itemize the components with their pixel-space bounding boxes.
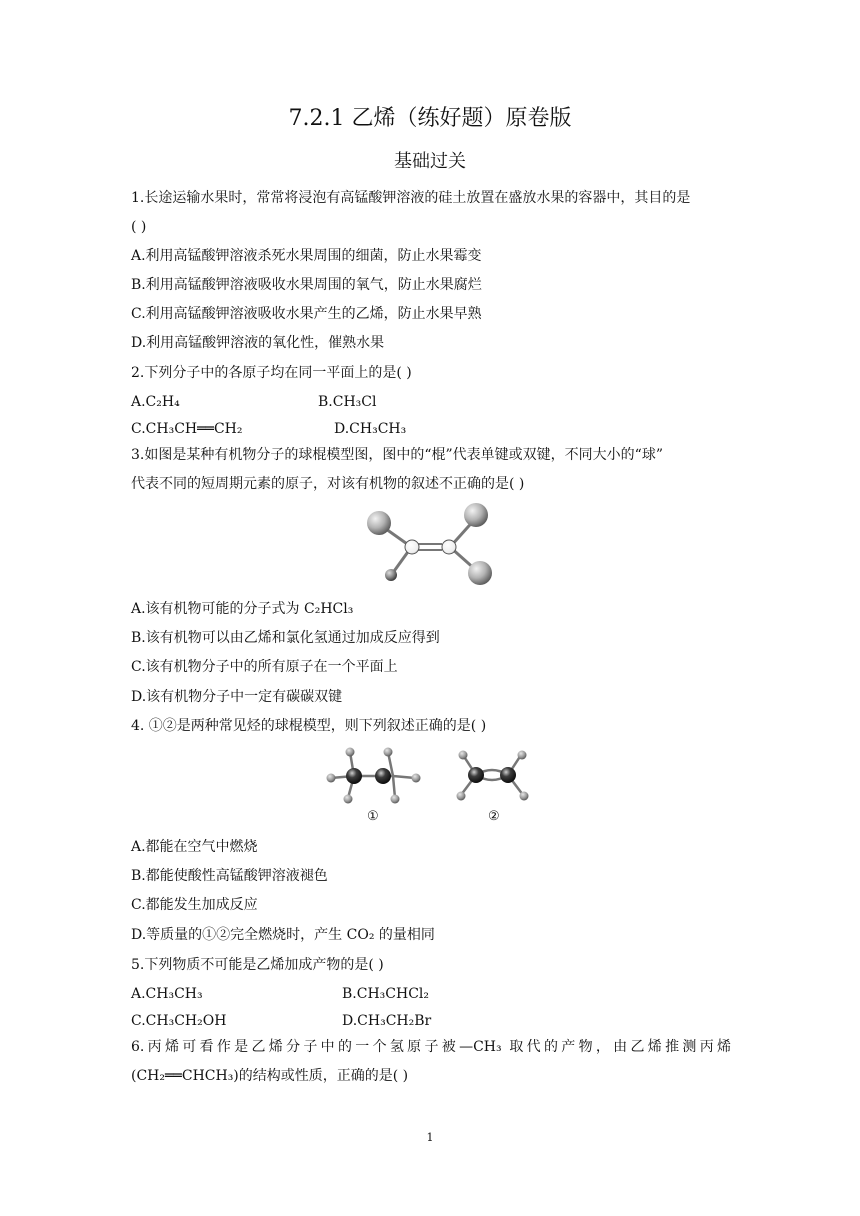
q1-option-c: C.利用高锰酸钾溶液吸收水果产生的乙烯，防止水果早熟 xyxy=(131,306,482,322)
section-heading: 基础过关 xyxy=(394,151,466,172)
q4-option-a: A.都能在空气中燃烧 xyxy=(131,839,258,855)
carbon-atom xyxy=(442,540,456,554)
q4-figure-label-1: ① xyxy=(367,809,379,824)
q1-option-b: B.利用高锰酸钾溶液吸收水果周围的氧气，防止水果腐烂 xyxy=(131,277,482,293)
hydrogen-atom xyxy=(344,795,353,804)
large-ball-atom xyxy=(468,561,492,585)
small-ball-atom xyxy=(385,569,397,581)
q4-ethane-model-figure xyxy=(325,745,425,815)
q5-stem: 5.下列物质不可能是乙烯加成产物的是( ) xyxy=(131,957,384,973)
carbon-atom xyxy=(468,767,484,783)
carbon-atom xyxy=(500,767,516,783)
hydrogen-atom xyxy=(520,792,529,801)
hydrogen-atom xyxy=(412,774,421,783)
q4-figure-label-2: ② xyxy=(488,809,500,824)
carbon-atom xyxy=(405,540,419,554)
q5-option-c: C.CH₃CH₂OH xyxy=(131,1013,227,1029)
q3-ball-stick-model-figure xyxy=(355,495,515,595)
carbon-atom xyxy=(375,768,391,784)
q4-option-d: D.等质量的①②完全燃烧时，产生 CO₂ 的量相同 xyxy=(131,927,435,943)
hydrogen-atom xyxy=(384,748,393,757)
hydrogen-atom xyxy=(518,751,527,760)
large-ball-atom xyxy=(367,511,391,535)
large-ball-atom xyxy=(464,503,488,527)
q2-stem: 2.下列分子中的各原子均在同一平面上的是( ) xyxy=(131,365,412,381)
q6-stem-line1: 6.丙烯可看作是乙烯分子中的一个氢原子被—CH₃ 取代的产物，由乙烯推测丙烯 xyxy=(131,1039,731,1055)
document-title: 7.2.1 乙烯（练好题）原卷版 xyxy=(288,106,572,131)
q3-option-d: D.该有机物分子中一定有碳碳双键 xyxy=(131,689,343,705)
hydrogen-atom xyxy=(346,748,355,757)
q1-stem-line2: ( ) xyxy=(131,219,147,235)
q3-stem-line1: 3.如图是某种有机物分子的球棍模型图，图中的“棍”代表单键或双键，不同大小的“球” xyxy=(131,447,663,463)
q1-stem-line1: 1.长途运输水果时，常常将浸泡有高锰酸钾溶液的硅土放置在盛放水果的容器中，其目的是 xyxy=(131,190,691,206)
carbon-atom xyxy=(346,768,362,784)
hydrogen-atom xyxy=(457,792,466,801)
q1-option-a: A.利用高锰酸钾溶液杀死水果周围的细菌，防止水果霉变 xyxy=(131,248,482,264)
q3-option-c: C.该有机物分子中的所有原子在一个平面上 xyxy=(131,659,398,675)
q4-ethylene-model-figure xyxy=(450,745,540,815)
q5-option-a: A.CH₃CH₃ xyxy=(131,986,203,1002)
q4-option-c: C.都能发生加成反应 xyxy=(131,897,258,913)
page-number: 1 xyxy=(426,1131,434,1144)
q2-option-a: A.C₂H₄ xyxy=(131,394,180,410)
q1-option-d: D.利用高锰酸钾溶液的氧化性，催熟水果 xyxy=(131,335,385,351)
q5-option-b: B.CH₃CHCl₂ xyxy=(342,986,429,1002)
q3-option-b: B.该有机物可以由乙烯和氯化氢通过加成反应得到 xyxy=(131,630,440,646)
q2-option-b: B.CH₃Cl xyxy=(318,394,377,410)
q6-stem-line2: (CH₂══CHCH₃)的结构或性质，正确的是( ) xyxy=(131,1068,409,1084)
hydrogen-atom xyxy=(327,774,336,783)
q2-option-c: C.CH₃CH══CH₂ xyxy=(131,421,243,437)
q5-option-d: D.CH₃CH₂Br xyxy=(342,1013,432,1029)
q4-stem: 4. ①②是两种常见烃的球棍模型，则下列叙述正确的是( ) xyxy=(131,718,487,734)
q4-option-b: B.都能使酸性高锰酸钾溶液褪色 xyxy=(131,868,328,884)
q3-option-a: A.该有机物可能的分子式为 C₂HCl₃ xyxy=(131,601,354,617)
hydrogen-atom xyxy=(459,751,468,760)
q2-option-d: D.CH₃CH₃ xyxy=(334,421,407,437)
q3-stem-line2: 代表不同的短周期元素的原子，对该有机物的叙述不正确的是( ) xyxy=(131,476,525,492)
hydrogen-atom xyxy=(391,795,400,804)
